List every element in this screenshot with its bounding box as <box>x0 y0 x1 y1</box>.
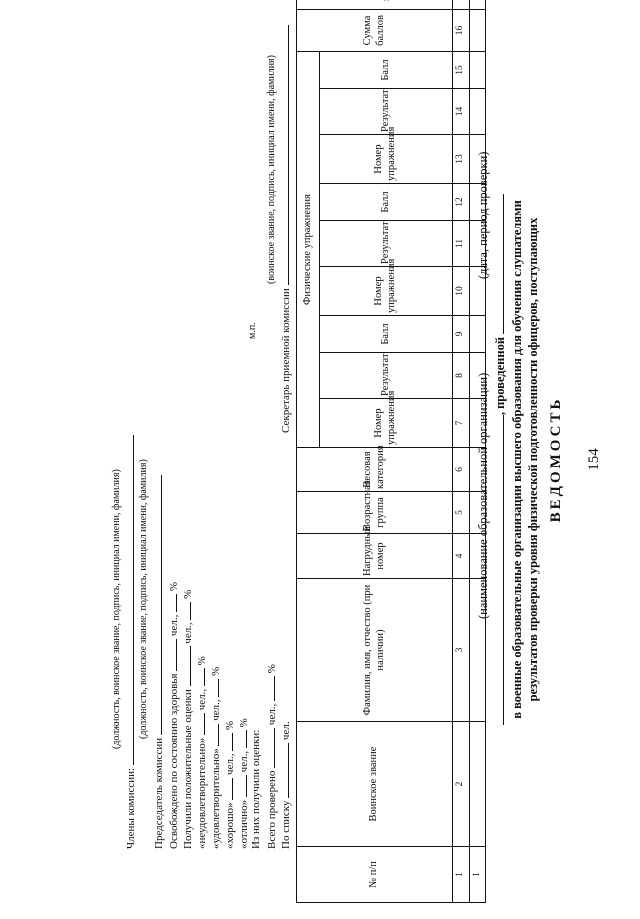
header-exercise-result-1: Результат <box>320 353 453 399</box>
table-cell <box>470 492 486 534</box>
summary-positive: Получили положительные оценки чел., % <box>182 589 194 849</box>
header-age-group: Возрастная группа <box>297 492 453 534</box>
header-sum: Сумма баллов <box>297 9 453 51</box>
date-blank <box>492 194 504 334</box>
col-number: 15 <box>453 51 470 88</box>
summary-good: «хорошо» чел., % <box>224 720 236 849</box>
organization-line <box>492 0 508 919</box>
table-cell <box>470 399 486 448</box>
page-number: 154 <box>586 448 602 471</box>
col-number: 13 <box>453 135 470 184</box>
header-exercise-points-3: Балл <box>320 51 453 88</box>
table-cell <box>470 316 486 353</box>
col-number: 5 <box>453 492 470 534</box>
summary-unsatisfactory: «неудовлетворительно» чел., % <box>196 656 208 849</box>
header-rank: Воинское звание <box>297 722 453 847</box>
table-cell <box>470 353 486 399</box>
summary-by-list: По списку чел. <box>280 721 292 849</box>
table-cell <box>470 184 486 221</box>
header-exercise-result-2: Результат <box>320 221 453 267</box>
col-number: 8 <box>453 353 470 399</box>
table-cell <box>470 51 486 88</box>
header-name: Фамилия, имя, отчество (при наличии) <box>297 579 453 722</box>
summary-of-them: Из них получили оценки: <box>250 729 262 849</box>
header-exercise-points-2: Балл <box>320 184 453 221</box>
table-cell <box>470 448 486 492</box>
col-number: 14 <box>453 89 470 135</box>
header-exercise-number-2: Номер упражнения <box>320 267 453 316</box>
members-caption: (должность, воинское звание, подпись, инициал имени, фамилия) <box>111 469 122 749</box>
col-number: 1 <box>453 847 470 903</box>
header-weight-category: Весовая категория <box>297 448 453 492</box>
form-subtitle-line2: в военные образовательные организации высшего образования для обучения слушателями <box>510 200 524 719</box>
header-physical-exercises: Физические упражнения <box>297 51 320 447</box>
table-cell <box>470 135 486 184</box>
header-exercise-number-3: Номер упражнения <box>320 135 453 184</box>
header-exercise-result-3: Результат <box>320 89 453 135</box>
col-number: 11 <box>453 221 470 267</box>
form-subtitle-line1: результатов проверки уровня физической подготовленности офицеров, поступающих <box>526 217 540 702</box>
table-cell <box>470 89 486 135</box>
header-badge: Нагрудный номер <box>297 534 453 579</box>
stamp-place: м.п. <box>247 322 258 339</box>
results-table <box>296 0 486 903</box>
col-number <box>453 0 470 9</box>
col-number: 9 <box>453 316 470 353</box>
organization-caption: (наименование образовательной организации) <box>476 372 490 619</box>
org-line-suffix: , проведенной <box>493 336 507 416</box>
members-line: Члены комиссии: <box>124 435 137 849</box>
col-number: 10 <box>453 267 470 316</box>
header-exercise-number-1: Номер упражнения <box>320 399 453 448</box>
table-cell <box>470 534 486 579</box>
table-cell <box>470 221 486 267</box>
table-cell <box>470 9 486 51</box>
col-number: 6 <box>453 448 470 492</box>
table-cell <box>470 267 486 316</box>
header-grade <box>297 0 453 9</box>
date-caption: (дата, период проверки) <box>476 151 490 279</box>
header-exercise-points-1: Балл <box>320 316 453 353</box>
form-title: ВЕДОМОСТЬ <box>548 396 564 523</box>
summary-excellent: «отлично» чел., % <box>238 718 250 849</box>
chairman-caption: (должность, воинское звание, подпись, инициал имени, фамилия) <box>138 459 149 739</box>
table-cell <box>470 722 486 847</box>
header-num: № п/п <box>297 847 453 903</box>
col-number: 16 <box>453 9 470 51</box>
secretary-line: Секретарь приемной комиссии <box>279 25 292 433</box>
table-cell <box>470 0 486 9</box>
col-number: 7 <box>453 399 470 448</box>
summary-exempt: Освобождено по состоянию здоровья чел., % <box>168 581 180 849</box>
col-number: 2 <box>453 722 470 847</box>
col-number: 4 <box>453 534 470 579</box>
table-cell <box>470 579 486 722</box>
col-number: 3 <box>453 579 470 722</box>
table-cell-num: 1 <box>470 847 486 903</box>
col-number: 12 <box>453 184 470 221</box>
summary-satisfactory: «удовлетворительно» чел., % <box>210 666 222 849</box>
secretary-caption: (воинское звание, подпись, инициал имени, фамилия) <box>266 55 277 284</box>
chairman-line: Председатель комиссии <box>152 475 165 849</box>
organization-blank <box>492 415 504 725</box>
summary-total-checked: Всего проверено чел., % <box>266 664 278 849</box>
